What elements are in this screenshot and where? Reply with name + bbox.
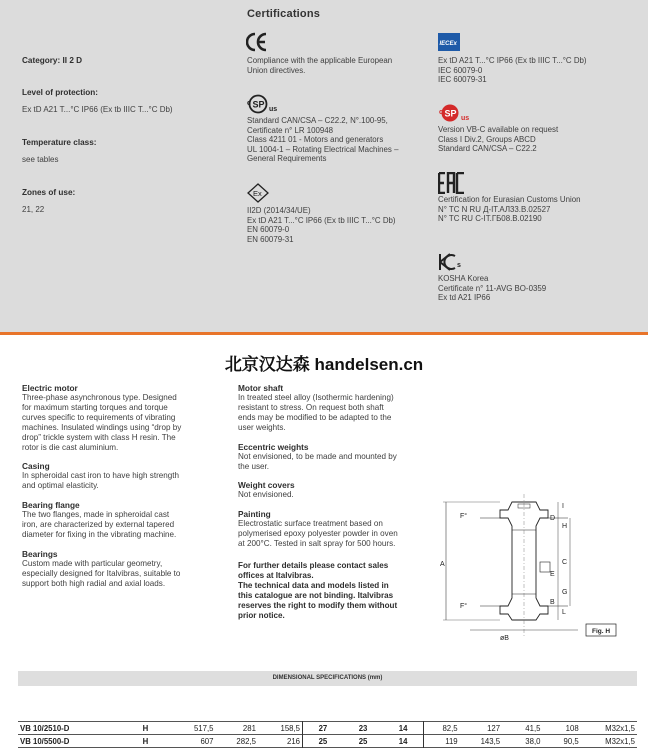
angle-bottom-label: F° — [460, 603, 468, 610]
body-mid-column — [238, 383, 438, 621]
angle-top-label: F° — [460, 513, 468, 520]
category-label: Category: II 2 D — [22, 56, 83, 65]
motor-shaft-heading: Motor shaft — [238, 383, 284, 393]
fig-h-label: Fig. H — [592, 628, 611, 635]
weight-covers-heading: Weight covers — [238, 480, 295, 491]
body-left-column — [22, 383, 222, 589]
atex-cert-text: II2D (2014/34/UE) Ex tD A21 T...°C IP66 (Ex tb IIIC T...°C Db) EN 60079-0 EN 60079-31 — [247, 206, 396, 244]
svg-text:SP: SP — [252, 99, 265, 110]
temperature-value: see tables — [22, 155, 59, 164]
dim-g-label: G — [562, 589, 568, 596]
eac-icon — [438, 172, 466, 194]
dim-b-label: B — [550, 599, 555, 606]
casing-heading: Casing — [22, 461, 50, 472]
casing-text: In spheroidal cast iron to have high strength and optimal elasticity. — [22, 471, 180, 491]
contact-notice: For further details please contact sales offices at Italvibras. The technical data and models listed in this catalogue are not binding. Italvibras reserves the right to modify them without prior notice. — [238, 561, 398, 621]
certifications-title: Certifications — [247, 8, 321, 20]
eac-cert-text: Certification for Eurasian Customs Union N° TC N RU Д-IT.АЛ33.В.02527 N° TC RU C-IT.ГБ08.В.02190 — [438, 195, 581, 224]
svg-text:us: us — [461, 115, 470, 122]
ex-atex-icon — [247, 183, 269, 203]
svg-text:us: us — [269, 106, 278, 113]
csa-cert-text: Standard CAN/CSA – C22.2, N°.100-95, Certificate n° LR 100948 Class 4211 01 - Motors and generators UL 1004-1 – Rotating Electrical Machines – General Requirements — [247, 116, 399, 164]
kosha-kcs-icon — [438, 252, 464, 272]
kosha-cert-text: KOSHA Korea Certificate n° 11-AVG BO-0359 Ex td A21 IP66 — [438, 274, 547, 303]
table-row: VB 10/2510-D H 517,5 281 158,5 27 23 14 82,5 127 41,5 108 M32x1,5 — [20, 723, 635, 733]
ce-mark-icon — [246, 32, 268, 58]
painting-heading: Painting — [238, 509, 271, 520]
protection-label: Level of protection: — [22, 88, 98, 97]
eccentric-weights-text: Not envisioned, to be made and mounted by the user. — [238, 451, 397, 471]
dim-h-label: H — [562, 523, 568, 530]
ce-cert-text: Compliance with the applicable European Union directives. — [247, 56, 393, 75]
dim-i-label: I — [562, 503, 564, 510]
dimensional-specs-title: DIMENSIONAL SPECIFICATIONS (mm) — [18, 671, 637, 686]
zones-label: Zones of use: — [22, 188, 76, 197]
csa-red-cert-text: Version VB-C available on request Class I Div.2, Groups ABCD Standard CAN/CSA – C22.2 — [438, 125, 559, 154]
protection-value: Ex tD A21 T...°C IP66 (Ex tb IIIC T...°C Db) — [22, 105, 173, 114]
svg-text:IECEx: IECEx — [439, 41, 457, 47]
bearing-flange-heading: Bearing flange — [22, 500, 80, 511]
svg-text:s: s — [457, 262, 461, 269]
dim-e-label: E — [550, 571, 555, 578]
dim-d-label: D — [550, 515, 556, 522]
section-divider — [0, 332, 648, 335]
svg-text:SP: SP — [444, 108, 457, 119]
dim-a-label: A — [440, 561, 445, 568]
certifications-panel — [0, 0, 648, 332]
iecex-icon — [438, 33, 460, 51]
bearings-heading: Bearings — [22, 548, 58, 559]
csa-us-icon — [246, 94, 282, 114]
painting-text: Electrostatic surface treatment based on polymerised epoxy polyester powder in oven at 200°C. Tested in salt spray for 500 hours. — [238, 519, 398, 549]
dim-ob-label: øB — [500, 635, 509, 642]
svg-text:c: c — [439, 109, 443, 116]
motor-technical-drawing — [440, 490, 620, 642]
dim-l-label: L — [562, 609, 566, 616]
svg-text:c: c — [247, 100, 251, 107]
motor-shaft-text: In treated steel alloy (Isothermic hardening) resistant to stress. On request both shaft ends may be modified to be adapted to the user weights. — [238, 393, 394, 432]
dimensions-table — [18, 721, 637, 748]
watermark-text: 北京汉达森 handelsen.cn — [224, 355, 424, 374]
zones-value: 21, 22 — [22, 205, 45, 214]
temperature-label: Temperature class: — [22, 138, 97, 147]
csa-red-us-icon — [438, 103, 474, 123]
dim-c-label: C — [562, 559, 568, 566]
table-row: VB 10/5500-D H 607 282,5 216 25 25 14 119 143,5 38,0 90,5 M32x1,5 — [20, 736, 635, 746]
svg-text:Ex: Ex — [253, 189, 262, 198]
eccentric-weights-heading: Eccentric weights — [238, 441, 309, 452]
electric-motor-text: Three-phase asynchronous type. Designed for maximum starting torques and torque curves specific to requirements of vibrating machines. Insulated windings using “drop by drop” trickle system with class H resin. The rotor is die cast aluminium. — [22, 393, 182, 452]
iecex-cert-text: Ex tD A21 T...°C IP66 (Ex tb IIIC T...°C Db) IEC 60079-0 IEC 60079-31 — [438, 56, 587, 85]
bearings-text: Custom made with particular geometry, especially designed for Italvibras, suitable to support both high radial and axial loads. — [22, 558, 181, 588]
electric-motor-heading: Electric motor — [22, 383, 78, 393]
weight-covers-text: Not envisioned. — [238, 490, 294, 500]
bearing-flange-text: The two flanges, made in spheroidal cast iron, are characterized by external tapered diameter for fixing in the vibrating machine. — [22, 510, 177, 540]
